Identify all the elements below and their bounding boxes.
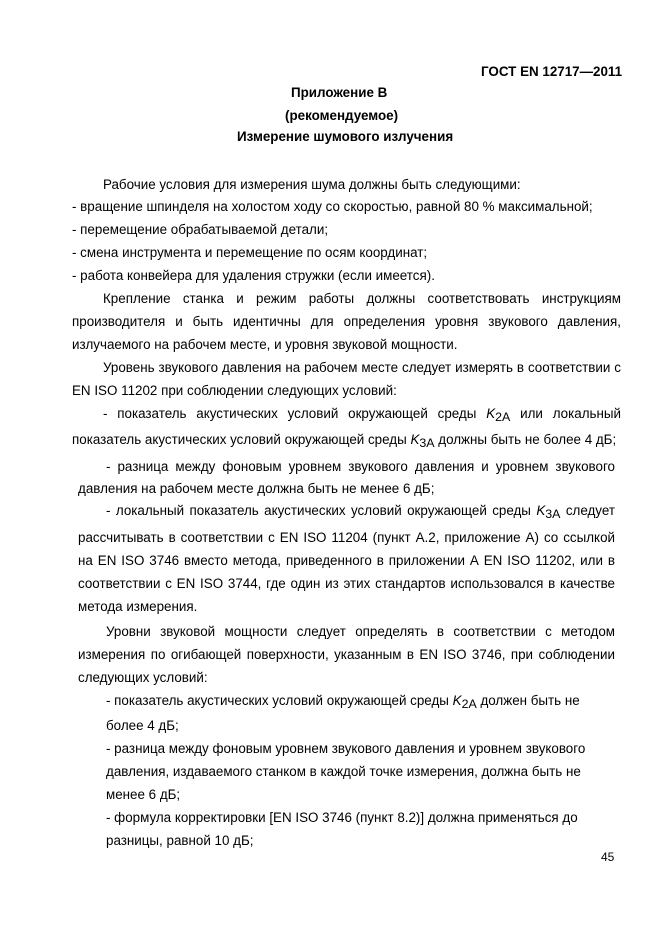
swl-condition-2-line: - разница между фоновым уровнем звукового давления и уровнем звукового [106, 741, 586, 756]
spl-condition-2-line: - разница между фоновым уровнем звукового давления и уровнем звукового [106, 459, 615, 474]
annex-title: Приложение В [291, 85, 388, 100]
spl-condition-2-line: давления на рабочем месте должна быть не менее 6 дБ; [78, 481, 435, 496]
swl-condition-2-line: давления, издаваемого станком в каждой точке измерения, должна быть не [106, 764, 581, 779]
k3a-symbol: $K_{3A}$ [410, 432, 435, 450]
spl-intro-line: Уровень звукового давления на рабочем месте следует измерять в соответствии с [103, 360, 621, 375]
swl-intro-line: следующих условий: [78, 670, 208, 685]
mounting-line: производителя и быть идентичны для определения уровня звукового давления, [72, 314, 621, 329]
swl-intro-line: измерения по огибающей поверхности, указанным в EN ISO 3746, при соблюдении [78, 647, 615, 662]
spl-condition-1-line: - показатель акустических условий окружающей среды $K_{2A}$ или локальный [103, 406, 621, 424]
swl-condition-3-line: - формула корректировки [EN ISO 3746 (пункт 8.2)] должна применяться до [106, 810, 578, 825]
mounting-line: Крепление станка и режим работы должны соответствовать инструкциям [103, 291, 621, 306]
k2a-symbol: $K_{2A}$ [452, 693, 477, 711]
condition-item: - вращение шпинделя на холостом ходу со скоростью, равной 80 % максимальной; [72, 199, 593, 214]
spl-condition-3-line: на EN ISO 3746 вместо метода, приведенного в приложении А EN ISO 11202, или в [78, 553, 615, 568]
swl-condition-3-line: разницы, равной 10 дБ; [106, 833, 254, 848]
annex-status: (рекомендуемое) [285, 108, 399, 123]
k2a-symbol: $K_{2A}$ [486, 406, 511, 424]
swl-intro-line: Уровни звуковой мощности следует определять в соответствии с методом [106, 624, 615, 639]
page-number: 45 [601, 850, 615, 864]
swl-condition-2-line: менее 6 дБ; [106, 787, 181, 802]
annex-subject: Измерение шумового излучения [237, 129, 454, 144]
condition-item: - работа конвейера для удаления стружки (если имеется). [72, 268, 435, 283]
spl-condition-3-line: соответствии с EN ISO 3744, где один из этих стандартов использовался в качестве [78, 576, 615, 591]
spl-condition-1-line: показатель акустических условий окружающей среды $K_{3A}$ должны быть не более 4 дБ; [72, 432, 617, 450]
k3a-symbol: $K_{3A}$ [536, 503, 561, 521]
swl-condition-1-line: - показатель акустических условий окружающей среды $K_{2A}$ должен быть не [106, 693, 580, 711]
document-code: ГОСТ EN 12717—2011 [481, 64, 623, 79]
intro-paragraph: Рабочие условия для измерения шума должны быть следующими: [103, 177, 521, 192]
condition-item: - перемещение обрабатываемой детали; [72, 222, 329, 237]
spl-intro-line: EN ISO 11202 при соблюдении следующих условий: [72, 383, 397, 398]
spl-condition-3-line: - локальный показатель акустических условий окружающей среды $K_{3A}$ следует [106, 503, 615, 521]
mounting-line: излучаемого на рабочем месте, и уровня звуковой мощности. [72, 337, 458, 352]
swl-condition-1-line: более 4 дБ; [106, 718, 179, 733]
condition-item: - смена инструмента и перемещение по осям координат; [72, 245, 428, 260]
spl-condition-3-line: метода измерения. [78, 599, 198, 614]
spl-condition-3-line: рассчитывать в соответствии с EN ISO 11204 (пункт А.2, приложение А) со ссылкой [78, 530, 615, 545]
